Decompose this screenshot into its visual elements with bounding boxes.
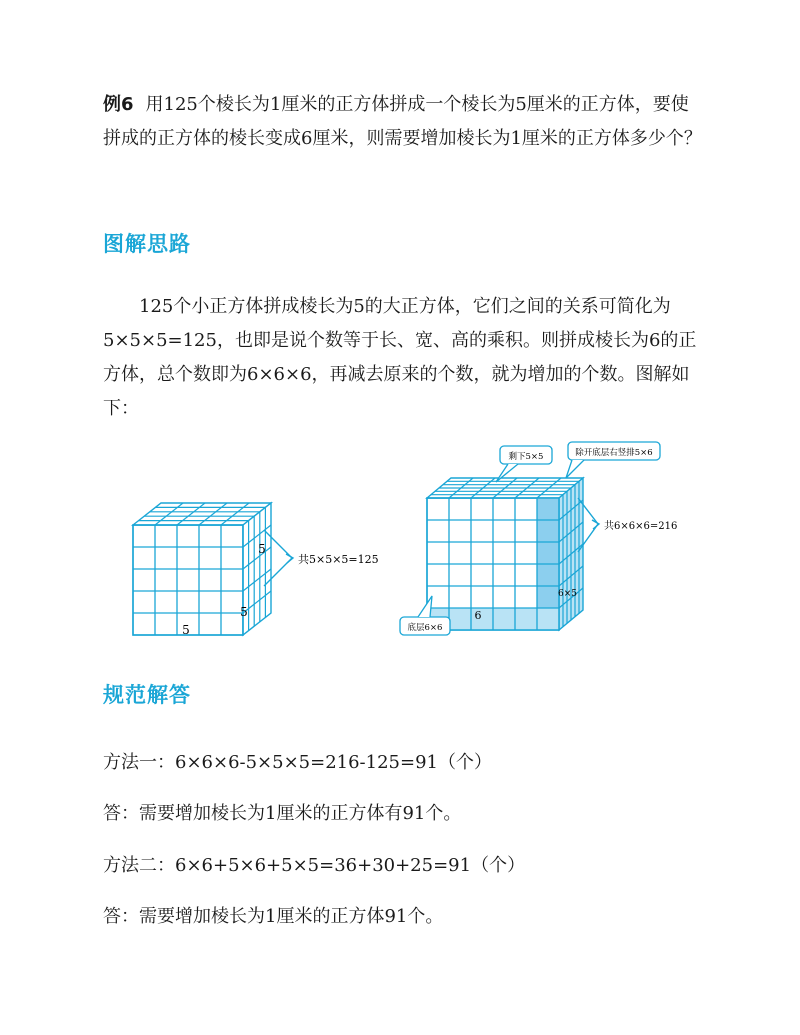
section-title-standard-answer: 规范解答 xyxy=(103,683,191,707)
right-column-shade xyxy=(537,498,559,608)
method-two: 方法二：6×6+5×6+5×5=36+30+25=91（个） xyxy=(103,855,526,876)
answer-one: 答：需要增加棱长为1厘米的正方体有91个。 xyxy=(103,803,462,824)
example-problem xyxy=(103,88,703,156)
cube5-bottom-label: 5 xyxy=(182,623,190,637)
cube-5x5x5 xyxy=(133,503,271,635)
front-face xyxy=(133,525,243,635)
callout-right-pointer xyxy=(566,460,584,478)
cube-6x6x6 xyxy=(427,478,583,630)
arrow-head-cube5 xyxy=(286,554,293,563)
method-one: 方法一：6×6×6-5×5×5=216-125=91（个） xyxy=(103,752,492,773)
diagram-idea-paragraph: 125个小正方体拼成棱长为5的大正方体，它们之间的关系可简化为5×5×5=125，也即是说个数等于长、宽、高的乘积。则拼成棱长为6的正方体，总个数即为6×6×6，再减去原来的个数，就为增加的个数。图解如下： xyxy=(103,296,697,419)
example-text: 用125个棱长为1厘米的正方体拼成一个棱长为5厘米的正方体，要使拼成的正方体的棱长变成6厘米，则需要增加棱长为1厘米的正方体多少个？ xyxy=(103,94,702,149)
example-label: 例6 xyxy=(103,94,134,115)
cube6-bottom-label: 6 xyxy=(474,609,482,622)
callout-bottom-pointer xyxy=(418,596,432,617)
cube6-result: 共6×6×6=216 xyxy=(604,521,678,532)
cube5-result: 共5×5×5=125 xyxy=(298,553,379,566)
section-title-diagram-idea: 图解思路 xyxy=(103,232,191,256)
answer-two: 答：需要增加棱长为1厘米的正方体91个。 xyxy=(103,906,444,927)
callout-top-text: 剩下5×5 xyxy=(508,452,544,462)
cube6-side-label: 6×5 xyxy=(558,589,577,599)
cube5-depth-label: 5 xyxy=(240,605,248,619)
cube-figure xyxy=(0,430,800,655)
callout-right-text: 除开底层右竖排5×6 xyxy=(575,448,653,458)
callout-bottom-text: 底层6×6 xyxy=(407,623,443,633)
arrow-head-cube6 xyxy=(592,520,599,529)
cube5-side-label: 5 xyxy=(258,542,266,556)
